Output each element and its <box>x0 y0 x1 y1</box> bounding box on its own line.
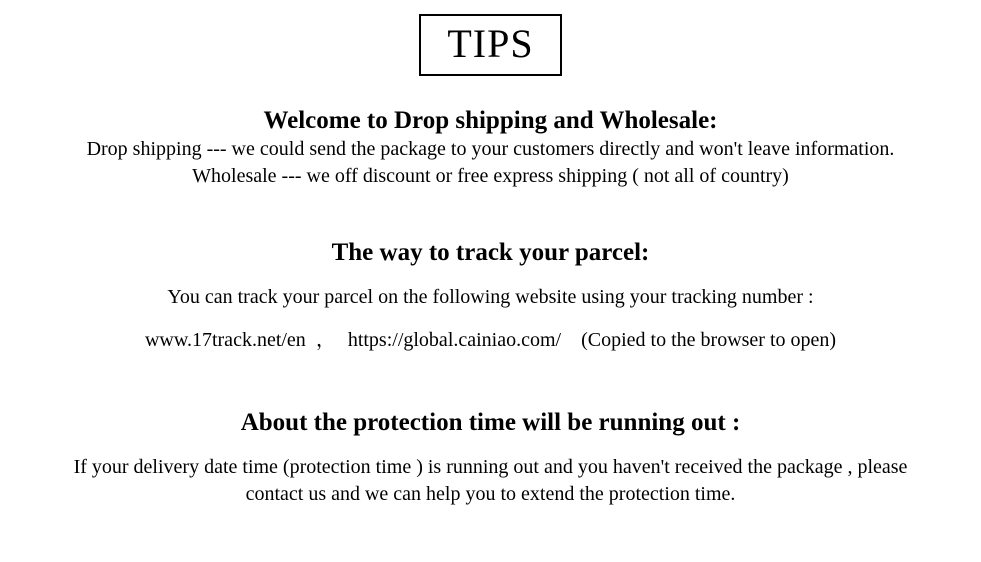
tracking-link-note: (Copied to the browser to open) <box>581 329 837 351</box>
section-heading-dropshipping: Welcome to Drop shipping and Wholesale: <box>263 107 718 134</box>
section-protection-time <box>0 408 981 508</box>
section-heading-tracking: The way to track your parcel: <box>331 239 650 266</box>
section-heading-protection-time: About the protection time will be running out : <box>240 409 741 436</box>
tracking-link-17track[interactable]: www.17track.net/en <box>144 329 306 351</box>
section-dropshipping <box>0 106 981 190</box>
page-title: TIPS <box>447 21 534 66</box>
tracking-links-row <box>0 327 981 354</box>
dropshipping-line-1: Drop shipping --- we could send the package to your customers directly and won't leave information. <box>86 138 895 160</box>
tracking-link-cainiao[interactable]: https://global.cainiao.com/ <box>347 329 562 351</box>
link-separator: ， <box>315 329 338 351</box>
dropshipping-line-2: Wholesale --- we off discount or free express shipping ( not all of country) <box>192 165 789 187</box>
tips-title-box <box>419 14 561 76</box>
tracking-instruction: You can track your parcel on the following website using your tracking number : <box>167 286 814 308</box>
section-tracking <box>0 238 981 354</box>
protection-time-line-1: If your delivery date time (protection time ) is running out and you haven't received the package , please contact us and we can help you to extend the protection time. <box>73 456 908 505</box>
